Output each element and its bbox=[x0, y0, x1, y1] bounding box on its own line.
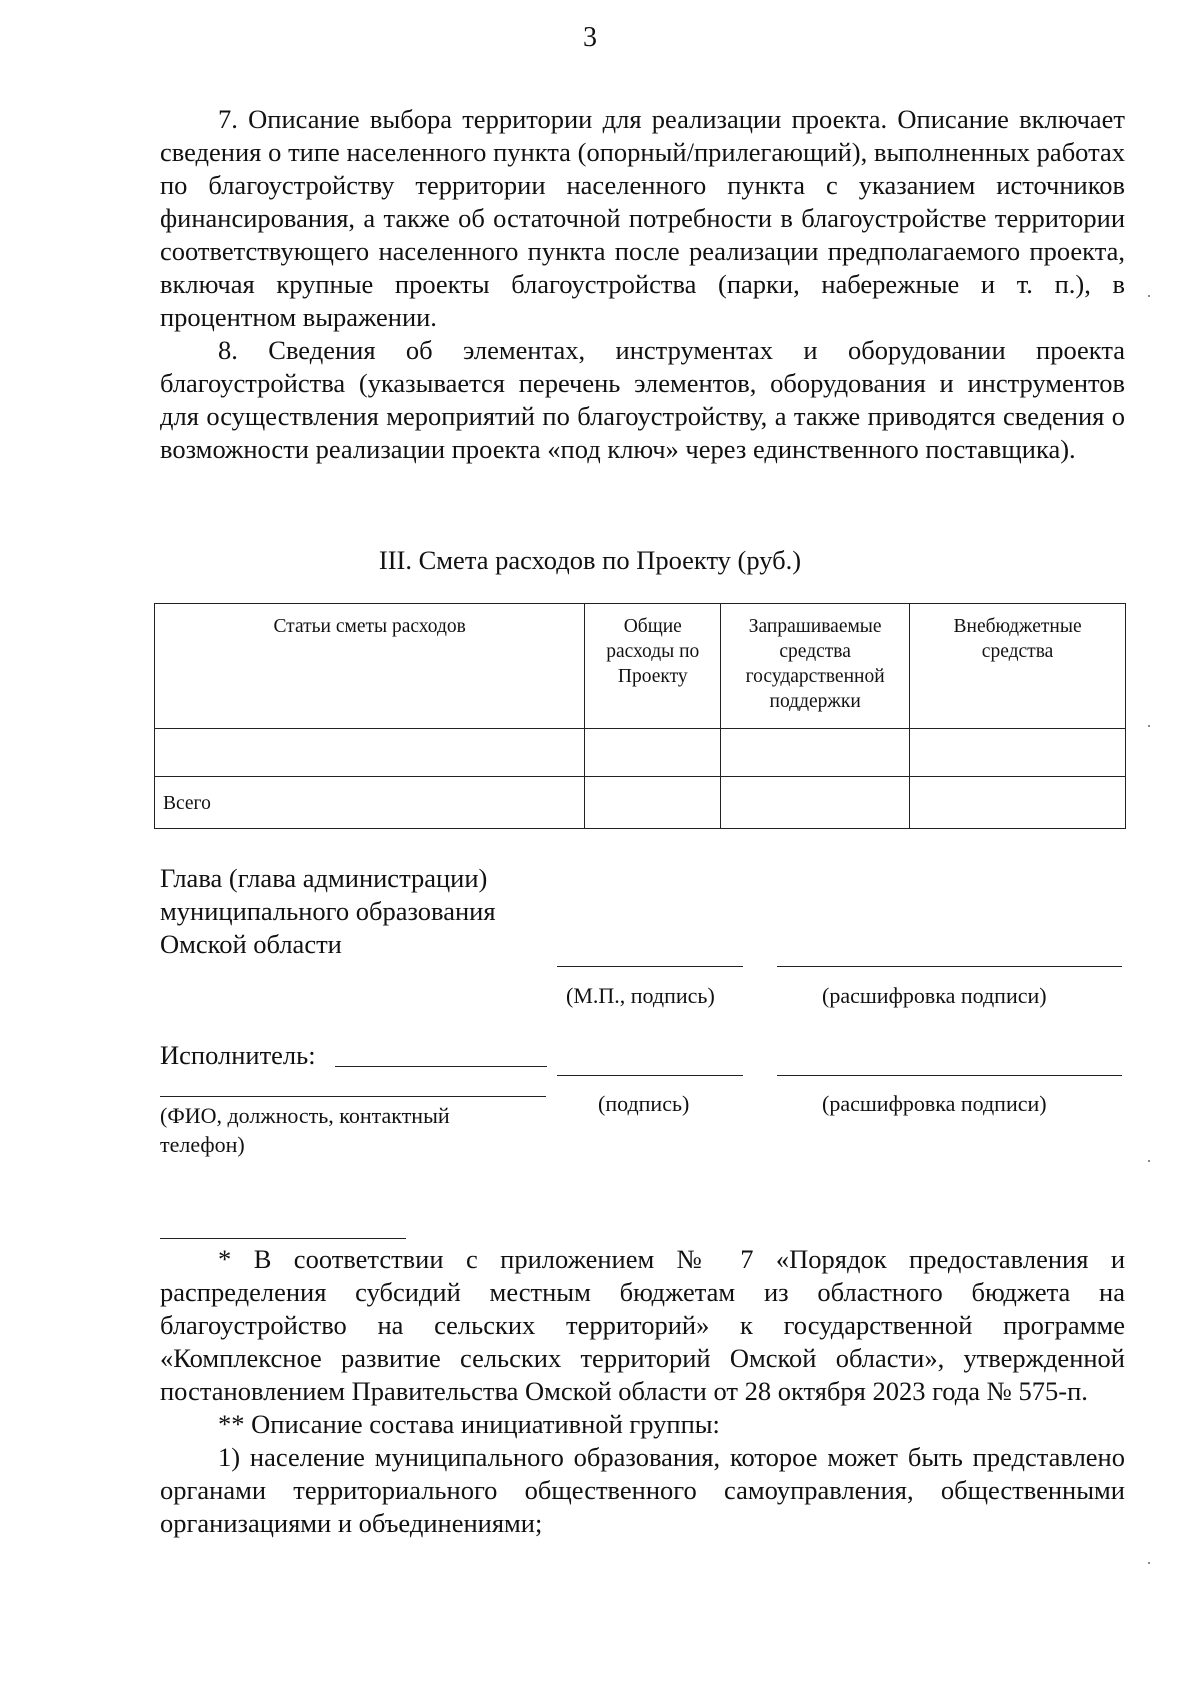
footnotes bbox=[160, 1243, 1125, 1540]
estimate-table bbox=[154, 603, 1126, 829]
header-extrabudgetary-funds: Внебюджетные средства bbox=[910, 604, 1126, 729]
table-cell bbox=[585, 729, 721, 777]
head-title-line: Глава (глава администрации) bbox=[160, 863, 488, 893]
executor-signature-line bbox=[557, 1075, 743, 1076]
fio-caption-line: телефон) bbox=[160, 1132, 245, 1157]
total-label: Всего bbox=[155, 777, 585, 829]
header-expense-items: Статьи сметы расходов bbox=[155, 604, 585, 729]
paragraph-7: 7. Описание выбора территории для реализации проекта. Описание включает сведения о типе населенного пункта (опорный/прилегающий), выполненных работах по благоустройству территории населенного пункта с указанием источников финансирования, а также об остаточной потребности в благоустройстве территории соответствующего населенного пункта после реализации предполагаемого проекта, включая крупные проекты благоустройства (парки, набережные и т. п.), в процентном выражении. bbox=[160, 104, 1125, 332]
footnote-1: * В соответствии с приложением № 7 «Порядок предоставления и распределения субсидий местным бюджетам из областного бюджета на благоустройство на сельских территорий» к государственной программе «Комплексное развитие сельских территорий Омской области», утвержденной постановлением Правительства Омской области от 28 октября 2023 года № 575-п. bbox=[160, 1244, 1125, 1406]
table-cell bbox=[721, 729, 910, 777]
table-cell bbox=[721, 777, 910, 829]
executor-name-line bbox=[335, 1066, 547, 1067]
header-requested-support: Запрашиваемые средства государственной поддержки bbox=[721, 604, 910, 729]
footnote-separator bbox=[160, 1238, 406, 1239]
stamp-signature-line bbox=[557, 966, 743, 967]
header-total-expenses: Общие расходы по Проекту bbox=[585, 604, 721, 729]
footnote-2-item-1: 1) население муниципального образования, которое может быть представлено органами территориального общественного самоуправления, общественными организациями и объединениями; bbox=[160, 1442, 1125, 1538]
table-row bbox=[155, 729, 1126, 777]
table-cell bbox=[910, 777, 1126, 829]
scan-speck bbox=[1148, 295, 1150, 297]
head-title-line: Омской области bbox=[160, 929, 342, 959]
executor-decoding-line bbox=[777, 1075, 1122, 1076]
scan-speck bbox=[1148, 725, 1150, 727]
table-cell bbox=[910, 729, 1126, 777]
fio-line bbox=[160, 1096, 546, 1097]
executor-signature-caption: (подпись) bbox=[598, 1091, 690, 1116]
body-text bbox=[160, 103, 1125, 466]
executor-decoding-caption: (расшифровка подписи) bbox=[822, 1091, 1047, 1116]
head-title-line: муниципального образования bbox=[160, 896, 496, 926]
executor-label: Исполнитель: bbox=[160, 1040, 316, 1070]
page-number: 3 bbox=[583, 22, 597, 53]
stamp-signature-caption: (М.П., подпись) bbox=[566, 983, 715, 1008]
signature-decoding-caption: (расшифровка подписи) bbox=[822, 983, 1047, 1008]
paragraph-8: 8. Сведения об элементах, инструментах и оборудовании проекта благоустройства (указывается перечень элементов, оборудования и инструментов для осуществления мероприятий по благоустройству, а также приводятся сведения о возможности реализации проекта «под ключ» через единственного поставщика). bbox=[160, 335, 1125, 464]
table-row-total bbox=[155, 777, 1126, 829]
fio-caption-line: (ФИО, должность, контактный bbox=[160, 1103, 450, 1128]
signature-decoding-line bbox=[777, 966, 1122, 967]
table-cell bbox=[585, 777, 721, 829]
scan-speck bbox=[1148, 1562, 1150, 1564]
fio-caption bbox=[160, 1101, 450, 1159]
scan-speck bbox=[1148, 1160, 1150, 1162]
table-cell bbox=[155, 729, 585, 777]
head-title bbox=[160, 862, 496, 961]
footnote-2: ** Описание состава инициативной группы: bbox=[218, 1409, 720, 1439]
table-header-row bbox=[155, 604, 1126, 729]
section-title: III. Смета расходов по Проекту (руб.) bbox=[378, 545, 802, 575]
